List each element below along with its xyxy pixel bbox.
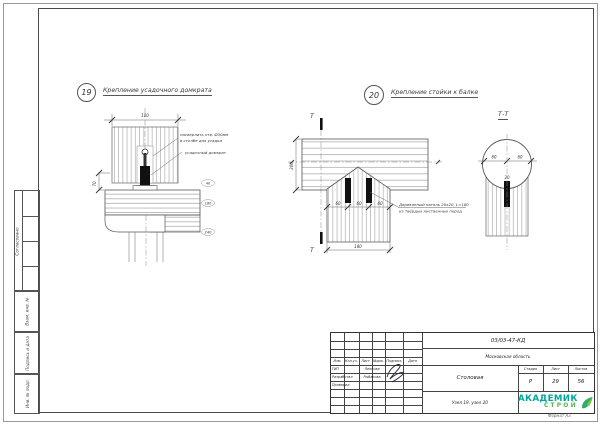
d20-dowel-left [345, 178, 351, 203]
stage-header: Стадия [523, 367, 537, 371]
detail-19-title: Крепление усадочного домкрата [103, 87, 212, 94]
d19-dim-left: 70 [92, 181, 97, 187]
logo-akademik: АКАДЕМИК [518, 393, 578, 404]
format-label: Формат А3 [548, 413, 571, 418]
name-razrabotal: Рыбакова [363, 375, 381, 379]
tt-dim-left: 60 [491, 154, 497, 160]
d20-section-flag-top [320, 118, 323, 130]
d19-level-2: 180 [204, 201, 212, 206]
object-name: Столовая [456, 375, 484, 381]
d19-dim-top: 100 [141, 113, 149, 118]
d19-jack-rod [144, 153, 147, 166]
detail-20-drawing [288, 113, 469, 254]
tt-dim-right: 60 [517, 154, 523, 160]
logo-stroy: СТРОЙ [543, 402, 578, 410]
sheet-content: Узел 19, узел 20 [452, 399, 488, 405]
section-tt-title: Т-Т [498, 110, 509, 118]
role-proveril: Проверил [332, 383, 350, 387]
section-tt-drawing [478, 134, 537, 250]
d20-dowel-right [366, 178, 372, 203]
detail-19-drawing [92, 108, 228, 266]
d20-section-flag-bottom [320, 232, 323, 244]
d19-beam-seat [133, 186, 157, 191]
d20-ann-1: Деревянный нагель 20х20, L=180 [399, 202, 469, 207]
d20-mark-top: Т [310, 113, 314, 120]
sheets-value: 56 [577, 379, 585, 385]
d20-sp2: 60 [356, 201, 362, 206]
role-razrabotal: Разработал [332, 375, 353, 379]
sheets-header: Листов [574, 367, 588, 371]
sheet-header: Лист [551, 367, 560, 371]
col-koluch: Кол.уч. [345, 359, 358, 363]
d19-ann-jack: усадочный домкрат [185, 150, 227, 155]
sheet-value: 29 [552, 379, 559, 385]
col-podpis: Подпись [386, 359, 402, 363]
detail-20-title: Крепление стойки к балке [391, 89, 479, 96]
d20-dim-left: 300 [289, 162, 294, 170]
logo-leaf-icon [580, 393, 594, 411]
d20-dim-bottom: 180 [354, 244, 362, 249]
d19-beam-stack [105, 190, 200, 215]
detail-20-number: 20 [368, 90, 380, 100]
signature [384, 359, 406, 385]
d19-level-3: 240 [204, 230, 212, 235]
d19-level-1: 40 [205, 181, 211, 186]
col-izm: Изм. [333, 359, 342, 363]
detail-19-number: 19 [81, 88, 92, 97]
vzam-label: Взам. инв. № [24, 297, 30, 326]
role-gip: ГИП [332, 367, 339, 371]
tt-dowel-dim: 20 [504, 175, 510, 180]
d19-jack-body [140, 166, 150, 186]
name-gip: Ленкова [364, 367, 380, 371]
inv-label: Инв. № подл. [24, 379, 30, 408]
podpis-label: Подпись и дата [24, 335, 30, 371]
d20-sp1: 60 [335, 201, 341, 206]
col-data: Дата [408, 359, 417, 363]
d19-step-block [105, 215, 165, 232]
doc-number: 03/03-47-КД [490, 337, 526, 344]
d19-ann-drill-2: в столбе для усадки [180, 138, 222, 143]
d20-ann-2: из твёрдых лиственных пород [399, 208, 462, 214]
d19-ann-drill-1: насверлить отв. Ø30мм [180, 132, 229, 137]
d20-sp3: 60 [377, 201, 383, 206]
d20-mark-bottom: Т [310, 247, 314, 254]
col-list: Лист [361, 359, 370, 363]
approve-label: Согласовано [14, 227, 20, 256]
company-logo [518, 391, 594, 413]
project-region: Московская область [485, 354, 531, 359]
col-ndok: №док. [372, 359, 385, 363]
stage-value: Р [528, 379, 533, 385]
title-block [330, 332, 595, 414]
